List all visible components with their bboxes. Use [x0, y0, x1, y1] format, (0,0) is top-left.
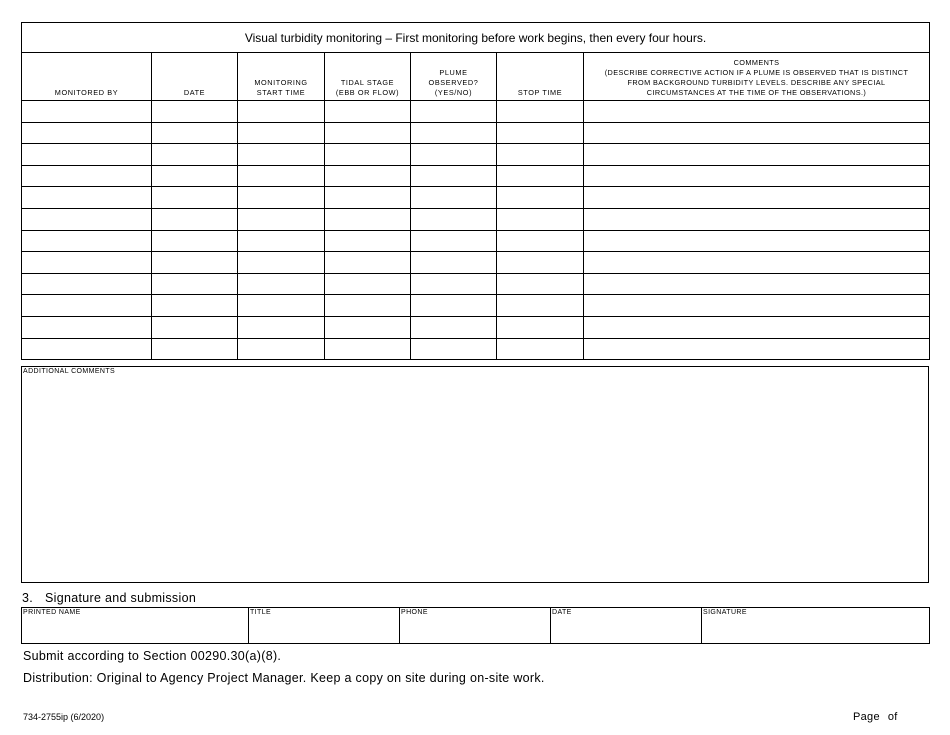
- submit-instructions: Submit according to Section 00290.30(a)(8).: [23, 649, 282, 663]
- tidal-stage-cell[interactable]: [325, 338, 411, 360]
- start-time-cell[interactable]: [238, 338, 325, 360]
- header-comments: COMMENTS (DESCRIBE CORRECTIVE ACTION IF A PLUME IS OBSERVED THAT IS DISTINCT FROM BACKGROUND TURBIDITY LEVELS. DESCRIBE ANY SPECIAL CIRCUMSTANCES AT THE TIME OF THE OBSERVATIONS.): [584, 53, 930, 101]
- plume-observed-cell[interactable]: [411, 273, 497, 295]
- table-row: [22, 208, 930, 230]
- date-cell[interactable]: [152, 295, 238, 317]
- stop-time-cell[interactable]: [497, 273, 584, 295]
- start-time-cell[interactable]: [238, 122, 325, 144]
- phone-field[interactable]: [400, 608, 551, 644]
- distribution-instructions: Distribution: Original to Agency Project Manager. Keep a copy on site during on-site work.: [23, 671, 545, 685]
- date-cell[interactable]: [152, 316, 238, 338]
- tidal-stage-cell[interactable]: [325, 316, 411, 338]
- comments-cell[interactable]: [584, 273, 930, 295]
- page-number: [853, 711, 898, 723]
- start-time-cell[interactable]: [238, 316, 325, 338]
- stop-time-cell[interactable]: [497, 338, 584, 360]
- table-row: [22, 230, 930, 252]
- stop-time-cell[interactable]: [497, 316, 584, 338]
- comments-cell[interactable]: [584, 338, 930, 360]
- stop-time-cell[interactable]: [497, 230, 584, 252]
- header-plume-observed: PLUME OBSERVED? (YES/NO): [411, 53, 497, 101]
- additional-comments-box: [21, 366, 929, 583]
- table-row: [22, 187, 930, 209]
- printed-name-label: PRINTED NAME: [23, 609, 81, 616]
- start-time-cell[interactable]: [238, 273, 325, 295]
- signature-section-heading: [22, 591, 196, 605]
- comments-cell[interactable]: [584, 208, 930, 230]
- start-time-cell[interactable]: [238, 165, 325, 187]
- date-cell[interactable]: [152, 144, 238, 166]
- tidal-stage-cell[interactable]: [325, 230, 411, 252]
- monitoring-table-title: Visual turbidity monitoring – First monitoring before work begins, then every four hours.: [22, 23, 930, 53]
- page-label: Page: [853, 711, 880, 723]
- stop-time-cell[interactable]: [497, 208, 584, 230]
- header-monitored-by: MONITORED BY: [22, 53, 152, 101]
- table-row: [22, 295, 930, 317]
- monitored-by-cell[interactable]: [22, 273, 152, 295]
- stop-time-cell[interactable]: [497, 187, 584, 209]
- tidal-stage-cell[interactable]: [325, 252, 411, 274]
- of-label: of: [887, 711, 898, 723]
- date-cell[interactable]: [152, 252, 238, 274]
- header-start-time: MONITORING START TIME: [238, 53, 325, 101]
- date-field[interactable]: [551, 608, 702, 644]
- signature-label: SIGNATURE: [703, 609, 747, 616]
- stop-time-cell[interactable]: [497, 165, 584, 187]
- plume-observed-cell[interactable]: [411, 316, 497, 338]
- monitored-by-cell[interactable]: [22, 165, 152, 187]
- plume-observed-cell[interactable]: [411, 122, 497, 144]
- monitored-by-cell[interactable]: [22, 101, 152, 123]
- plume-observed-cell[interactable]: [411, 208, 497, 230]
- form-id: 734-2755ip (6/2020): [23, 712, 105, 722]
- additional-comments-field[interactable]: [22, 379, 928, 582]
- tidal-stage-cell[interactable]: [325, 273, 411, 295]
- tidal-stage-cell[interactable]: [325, 101, 411, 123]
- monitored-by-cell[interactable]: [22, 338, 152, 360]
- comments-cell[interactable]: [584, 144, 930, 166]
- section-title: Signature and submission: [45, 591, 197, 605]
- start-time-cell[interactable]: [238, 230, 325, 252]
- plume-observed-cell[interactable]: [411, 295, 497, 317]
- plume-observed-cell[interactable]: [411, 187, 497, 209]
- plume-observed-cell[interactable]: [411, 101, 497, 123]
- date-cell[interactable]: [152, 187, 238, 209]
- date-cell[interactable]: [152, 101, 238, 123]
- phone-label: PHONE: [401, 609, 428, 616]
- start-time-cell[interactable]: [238, 101, 325, 123]
- additional-comments-label: ADDITIONAL COMMENTS: [23, 368, 116, 375]
- start-time-cell[interactable]: [238, 144, 325, 166]
- tidal-stage-cell[interactable]: [325, 122, 411, 144]
- monitored-by-cell[interactable]: [22, 187, 152, 209]
- date-cell[interactable]: [152, 338, 238, 360]
- plume-observed-cell[interactable]: [411, 252, 497, 274]
- table-row: [22, 252, 930, 274]
- tidal-stage-cell[interactable]: [325, 165, 411, 187]
- date-cell[interactable]: [152, 165, 238, 187]
- monitored-by-cell[interactable]: [22, 295, 152, 317]
- stop-time-cell[interactable]: [497, 122, 584, 144]
- comments-cell[interactable]: [584, 295, 930, 317]
- header-tidal-stage: TIDAL STAGE (EBB OR FLOW): [325, 53, 411, 101]
- tidal-stage-cell[interactable]: [325, 295, 411, 317]
- table-row: [22, 122, 930, 144]
- comments-cell[interactable]: [584, 187, 930, 209]
- stop-time-cell[interactable]: [497, 295, 584, 317]
- section-number: 3.: [22, 591, 34, 605]
- stop-time-cell[interactable]: [497, 101, 584, 123]
- monitored-by-cell[interactable]: [22, 230, 152, 252]
- start-time-cell[interactable]: [238, 187, 325, 209]
- monitored-by-cell[interactable]: [22, 208, 152, 230]
- monitored-by-cell[interactable]: [22, 144, 152, 166]
- signature-field[interactable]: [702, 608, 930, 644]
- table-row: [22, 165, 930, 187]
- tidal-stage-cell[interactable]: [325, 144, 411, 166]
- title-label: TITLE: [250, 609, 272, 616]
- comments-cell[interactable]: [584, 252, 930, 274]
- printed-name-field[interactable]: [22, 608, 249, 644]
- start-time-cell[interactable]: [238, 208, 325, 230]
- header-stop-time: STOP TIME: [497, 53, 584, 101]
- tidal-stage-cell[interactable]: [325, 208, 411, 230]
- table-row: [22, 338, 930, 360]
- date-cell[interactable]: [152, 273, 238, 295]
- plume-observed-cell[interactable]: [411, 144, 497, 166]
- comments-cell[interactable]: [584, 165, 930, 187]
- stop-time-cell[interactable]: [497, 252, 584, 274]
- plume-observed-cell[interactable]: [411, 230, 497, 252]
- date-cell[interactable]: [152, 230, 238, 252]
- header-date: DATE: [152, 53, 238, 101]
- turbidity-monitoring-table: [21, 22, 930, 360]
- table-row: [22, 101, 930, 123]
- signature-table: [21, 607, 930, 644]
- date-label: DATE: [552, 609, 572, 616]
- comments-cell[interactable]: [584, 230, 930, 252]
- table-row: [22, 144, 930, 166]
- start-time-cell[interactable]: [238, 295, 325, 317]
- comments-cell[interactable]: [584, 122, 930, 144]
- monitored-by-cell[interactable]: [22, 122, 152, 144]
- comments-cell[interactable]: [584, 316, 930, 338]
- tidal-stage-cell[interactable]: [325, 187, 411, 209]
- table-row: [22, 316, 930, 338]
- table-row: [22, 273, 930, 295]
- comments-cell[interactable]: [584, 101, 930, 123]
- stop-time-cell[interactable]: [497, 144, 584, 166]
- date-cell[interactable]: [152, 122, 238, 144]
- monitored-by-cell[interactable]: [22, 316, 152, 338]
- plume-observed-cell[interactable]: [411, 165, 497, 187]
- monitored-by-cell[interactable]: [22, 252, 152, 274]
- date-cell[interactable]: [152, 208, 238, 230]
- title-field[interactable]: [249, 608, 400, 644]
- start-time-cell[interactable]: [238, 252, 325, 274]
- plume-observed-cell[interactable]: [411, 338, 497, 360]
